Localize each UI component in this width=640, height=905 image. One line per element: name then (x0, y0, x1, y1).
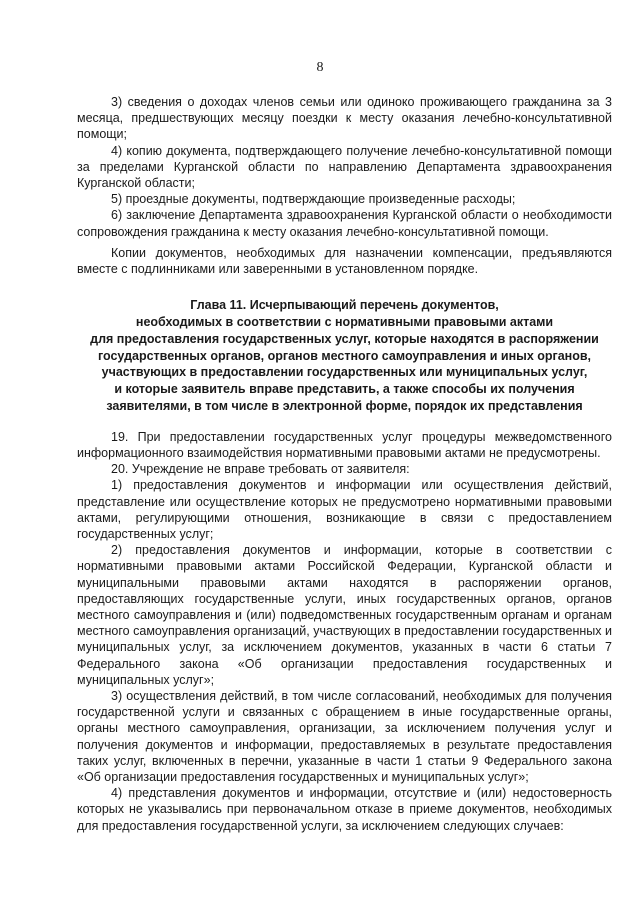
page-number: 8 (316, 60, 324, 75)
chapter-heading-line: Глава 11. Исчерпывающий перечень документов, (190, 298, 499, 313)
paragraph-item-5: 5) проездные документы, подтверждающие произведенные расходы; (111, 192, 516, 207)
paragraph-item-4: 4) копию документа, подтверждающего получение лечебно-консультативной помощи за пределами Курганской области по направлению Департамента здравоохранения Курганской области; (77, 143, 612, 191)
chapter-heading-line: государственных органов, органов местного самоуправления и иных органов, (97, 348, 592, 363)
paragraph-20-item-4: 4) представления документов и информации, отсутствие и (или) недостоверность которых не указывались при первоначальном отказе в приеме документов, необходимых для предоставления государственной услуги, за исключением следующих случаев: (77, 786, 612, 833)
chapter-heading-line: и которые заявитель вправе представить, а также способы их получения (114, 382, 575, 397)
chapter-heading-line: заявителями, в том числе в электронной форме, порядок их представления (106, 399, 583, 414)
paragraph-20-item-3: 3) осуществления действий, в том числе согласований, необходимых для получения государственной услуги и связанных с обращением в иные государственные органы, органы местного самоуправления, организации, за исключением получения услуг и получения документов и информации, предоставляемых в результате предоставления таких услуг, включенных в перечни, указанные в части 1 статьи 9 Федерального закона «Об организации предоставления государственных и муниципальных услуг»; (77, 689, 612, 785)
chapter-heading (77, 297, 612, 415)
chapter-heading-line: необходимых в соответствии с нормативными правовыми актами (135, 315, 554, 330)
chapter-heading-line: участвующих в предоставлении государственных или муниципальных услуг, (101, 365, 588, 380)
paragraph-19: 19. При предоставлении государственных услуг процедуры межведомственного информационного взаимодействия нормативными правовыми актами не предусмотрены. (77, 429, 612, 461)
paragraph-20-item-1: 1) предоставления документов и информации или осуществления действий, представление или осуществление которых не предусмотрено нормативными правовыми актами, регулирующими отношения, возникающие в связи с предоставлением государственных услуг; (77, 478, 612, 542)
document-body (77, 94, 612, 834)
paragraph-20: 20. Учреждение не вправе требовать от заявителя: (111, 462, 410, 477)
paragraph-20-item-2: 2) предоставления документов и информации, которые в соответствии с нормативными правовыми актами Российской Федерации, Курганской области и муниципальными правовыми актами находятся в распоряжении органов, предоставляющих государственные услуги, иных государственных органов, органов местного самоуправления и (или) подведомственных государственным органам и органам местного самоуправления организаций, участвующих в предоставлении государственных и муниципальных услуг, за исключением документов, указанных в части 6 статьи 7 Федерального закона «Об организации предоставления государственных и муниципальных услуг»; (77, 543, 612, 687)
paragraph-item-3: 3) сведения о доходах членов семьи или одиноко проживающего гражданина за 3 месяца, предшествующих месяцу поездки к месту оказания лечебно-консультативной помощи; (77, 95, 612, 142)
chapter-heading-line: для предоставления государственных услуг, которые находятся в распоряжении (90, 331, 599, 346)
paragraph-item-6: 6) заключение Департамента здравоохранения Курганской области о необходимости сопровождения гражданина к месту оказания лечебно-консультативной помощи. (77, 208, 612, 239)
paragraph-copies-note: Копии документов, необходимых для назначении компенсации, предъявляются вместе с подлинниками или заверенными в установленном порядке. (77, 245, 612, 277)
